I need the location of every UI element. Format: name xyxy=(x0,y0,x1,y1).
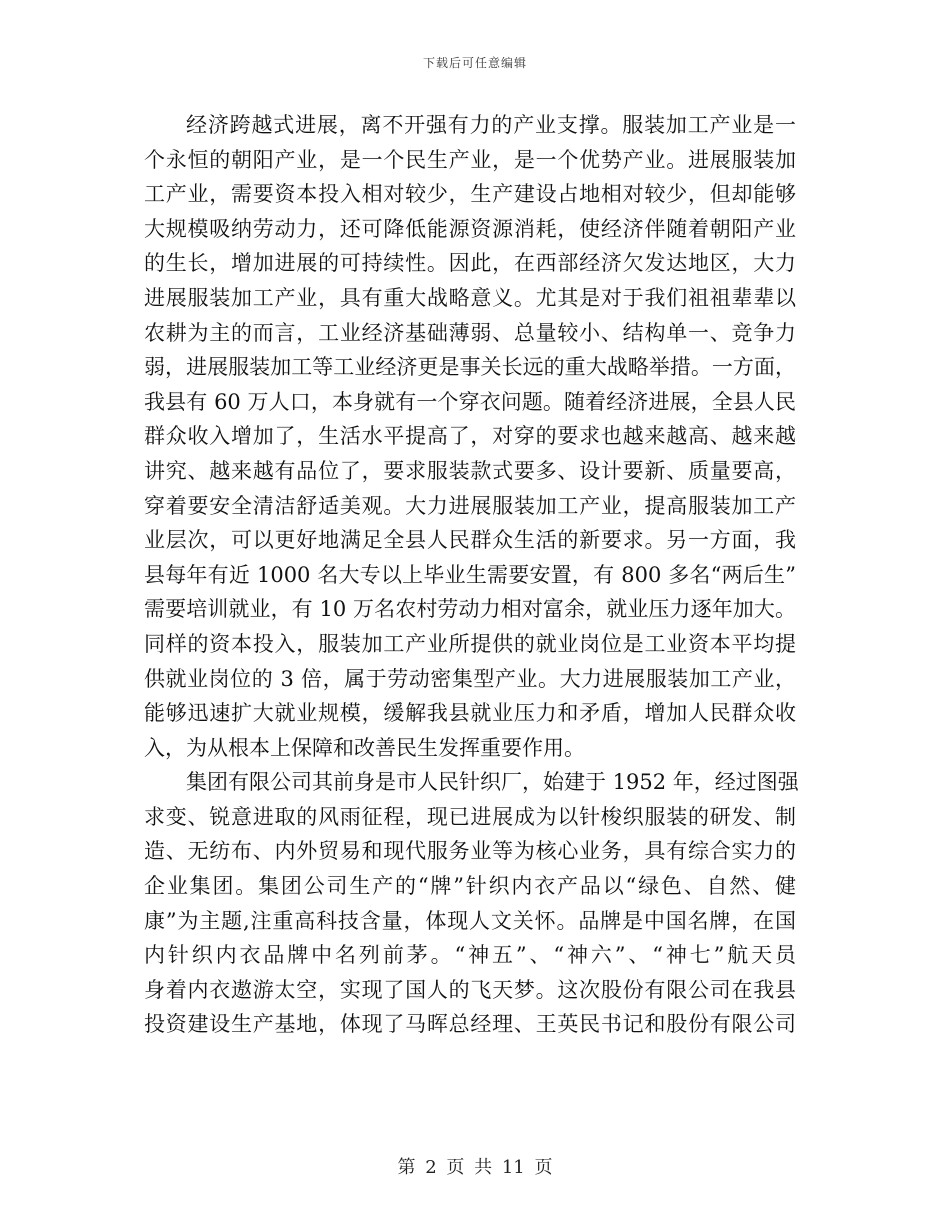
text-line: 求变、锐意进取的风雨征程，现已进展成为以针梭织服装的研发、制 xyxy=(144,804,796,829)
text-line: 集团有限公司其前身是市人民针织厂，始建于 1952 年，经过图强 xyxy=(186,770,799,795)
page-header: 下载后可任意编辑 xyxy=(422,56,527,70)
text-line: 大规模吸纳劳动力，还可降低能源资源消耗，使经济伴随着朝阳产业 xyxy=(144,216,796,241)
text-line: 经济跨越式进展，离不开强有力的产业支撑。服装加工产业是一 xyxy=(186,113,796,137)
text-line: 投资建设生产基地，体现了马晖总经理、王英民书记和股份有限公司 xyxy=(144,1012,796,1037)
text-line: 讲究、越来越有品位了，要求服装款式要多、设计要新、质量要高， xyxy=(144,458,796,483)
text-line: 群众收入增加了，生活水平提高了，对穿的要求也越来越高、越来越 xyxy=(144,424,796,449)
text-line: 弱，进展服装加工等工业经济更是事关长远的重大战略举措。一方面， xyxy=(144,355,796,380)
text-line: 工产业，需要资本投入相对较少，生产建设占地相对较少，但却能够 xyxy=(144,182,796,207)
text-line: 身着内衣遨游太空，实现了国人的飞天梦。这次股份有限公司在我县 xyxy=(144,977,796,1002)
text-line: 造、无纺布、内外贸易和现代服务业等为核心业务，具有综合实力的 xyxy=(144,839,796,864)
text-line: 个永恒的朝阳产业，是一个民生产业，是一个优势产业。进展服装加 xyxy=(144,147,796,172)
text-line: 康”为主题,注重高科技含量，体现人文关怀。品牌是中国名牌，在国 xyxy=(144,908,796,933)
page-number: 第 2 页 共 11 页 xyxy=(397,1157,553,1178)
text-line: 业层次，可以更好地满足全县人民群众生活的新要求。另一方面，我 xyxy=(144,528,796,553)
paragraph-2 xyxy=(144,765,799,1042)
text-line: 的生长，增加进展的可持续性。因此，在西部经济欠发达地区，大力 xyxy=(144,251,796,276)
text-line: 供就业岗位的 3 倍，属于劳动密集型产业。大力进展服装加工产业， xyxy=(144,666,796,691)
text-line: 进展服装加工产业，具有重大战略意义。尤其是对于我们祖祖辈辈以 xyxy=(144,285,796,310)
text-line: 穿着要安全清洁舒适美观。大力进展服装加工产业，提高服装加工产 xyxy=(144,493,796,518)
text-line: 同样的资本投入，服装加工产业所提供的就业岗位是工业资本平均提 xyxy=(144,631,796,656)
document-body xyxy=(144,108,799,1042)
text-line: 农耕为主的而言，工业经济基础薄弱、总量较小、结构单一、竞争力 xyxy=(144,320,796,345)
paragraph-1 xyxy=(144,108,796,765)
text-line: 能够迅速扩大就业规模，缓解我县就业压力和矛盾，增加人民群众收 xyxy=(144,701,796,726)
text-line: 我县有 60 万人口，本身就有一个穿衣问题。随着经济进展，全县人民 xyxy=(144,389,796,414)
text-line: 企业集团。集团公司生产的“牌”针织内衣产品以“绿色、自然、健 xyxy=(144,874,796,899)
text-line: 入，为从根本上保障和改善民生发挥重要作用。 xyxy=(144,735,585,760)
text-line: 县每年有近 1000 名大专以上毕业生需要安置，有 800 多名“两后生” xyxy=(144,562,796,587)
text-line: 需要培训就业，有 10 万名农村劳动力相对富余，就业压力逐年加大。 xyxy=(144,597,796,622)
text-line: 内针织内衣品牌中名列前茅。“神五”、“神六”、“神七”航天员 xyxy=(144,943,796,968)
